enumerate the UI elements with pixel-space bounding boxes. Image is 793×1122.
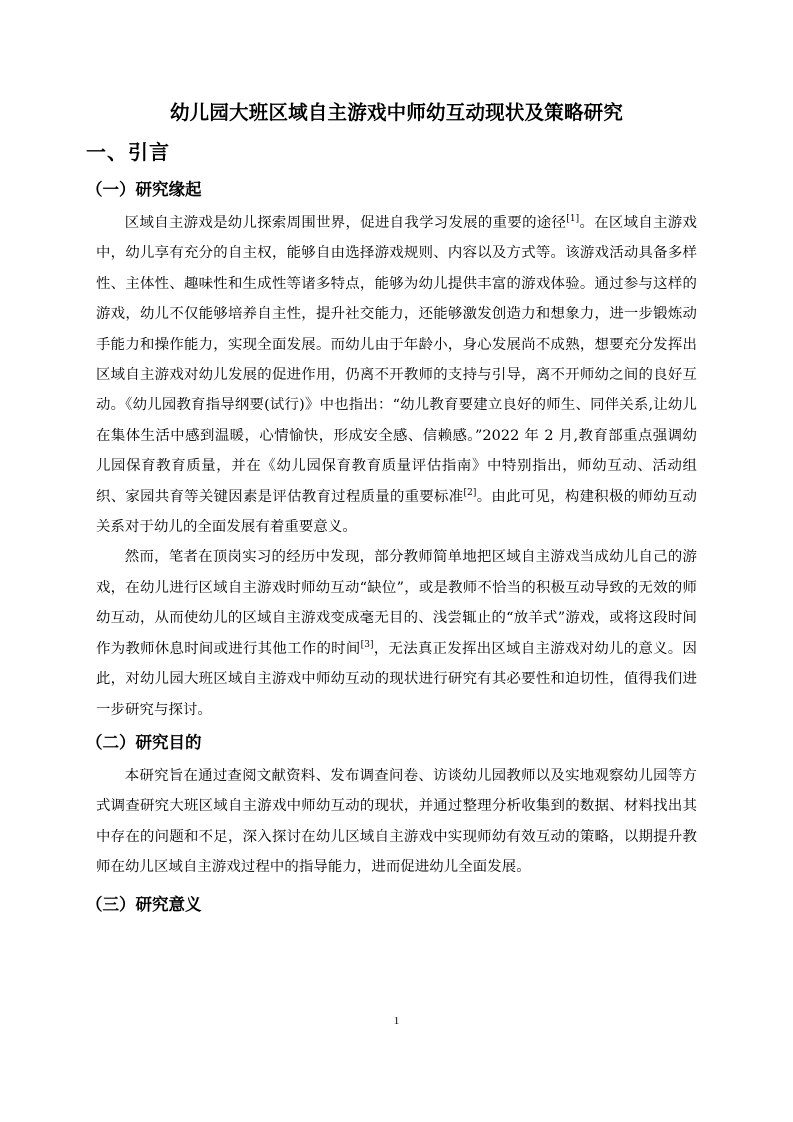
section-heading-introduction: 一、引言 <box>86 140 170 164</box>
paragraph-text: ，无法真正发挥出区域自主游戏对幼儿的意义。因此，对幼儿园大班区域自主游戏中师幼互动的现状进行研究有其必要性和迫切性，值得我们进一步研究与探讨。 <box>96 640 697 718</box>
citation-ref-2: [2] <box>463 487 477 498</box>
paragraph-text: 区域自主游戏是幼儿探索周围世界，促进自我学习发展的重要的途径 <box>124 215 567 231</box>
citation-ref-1: [1] <box>566 214 580 225</box>
subsection-heading-research-purpose: （二）研究目的 <box>86 732 202 752</box>
subsection-heading-research-origin: （一）研究缘起 <box>86 180 202 199</box>
paragraph-research-origin-1 <box>96 208 697 542</box>
paragraph-research-purpose: 本研究旨在通过查阅文献资料、发布调查问卷、访谈幼儿园教师以及实地观察幼儿园等方式调查研究大班区域自主游戏中师幼互动的现状，并通过整理分析收集到的数据、材料找出其中存在的问题和不足，深入探讨在幼儿区域自主游戏中实现师幼有效互动的策略，以期提升教师在幼儿区域自主游戏过程中的指导能力，进而促进幼儿全面发展。 <box>96 767 697 876</box>
paragraph-text: 。在区域自主游戏中，幼儿享有充分的自主权，能够自由选择游戏规则、内容以及方式等。该游戏活动具备多样性、主体性、趣味性和生成性等诸多特点，能够为幼儿提供丰富的游戏体验。通过参与这样的游戏，幼儿不仅能够培养自主性，提升社交能力，还能够激发创造力和想象力，进一步锻炼动手能力和操作能力，实现全面发展。而幼儿由于年龄小，身心发展尚不成熟，想要充分发挥出区域自主游戏对幼儿发展的促进作用，仍离不开教师的支持与引导，离不开师幼之间的良好互动。《幼儿园教育指导纲要(试行)》中也指出：“幼儿教育要建立良好的师生、同伴关系,让幼儿在集体生活中感到温暖，心情愉快，形成安全感、信赖感。”2022 年 2 月,教育部重点强调幼儿园保育教育质量，并在《幼儿园保育教育质量评估指南》中特别指出，师幼互动、活动组织、家园共育等关键因素是评估教育过程质量的重要标准 <box>96 215 697 505</box>
document-title: 幼儿园大班区域自主游戏中师幼互动现状及策略研究 <box>169 101 624 124</box>
subsection-heading-research-significance: （三）研究意义 <box>86 894 202 914</box>
page-number: 1 <box>393 1015 400 1027</box>
paragraph-research-origin-2 <box>96 542 697 724</box>
paragraph-text: 。由此可见，构建积极的师幼互动关系对于幼儿的全面发展有着重要意义。 <box>96 488 697 536</box>
document-page <box>86 98 697 923</box>
citation-ref-3: [3] <box>360 639 374 650</box>
paragraph-text: 然而，笔者在顶岗实习的经历中发现，部分教师简单地把区域自主游戏当成幼儿自己的游戏，在幼儿进行区域自主游戏时师幼互动“缺位”，或是教师不恰当的积极互动导致的无效的师幼互动，从而使幼儿的区域自主游戏变成毫无目的、浅尝辄止的“放羊式”游戏，或将这段时间作为教师休息时间或进行其他工作的时间 <box>96 549 697 657</box>
